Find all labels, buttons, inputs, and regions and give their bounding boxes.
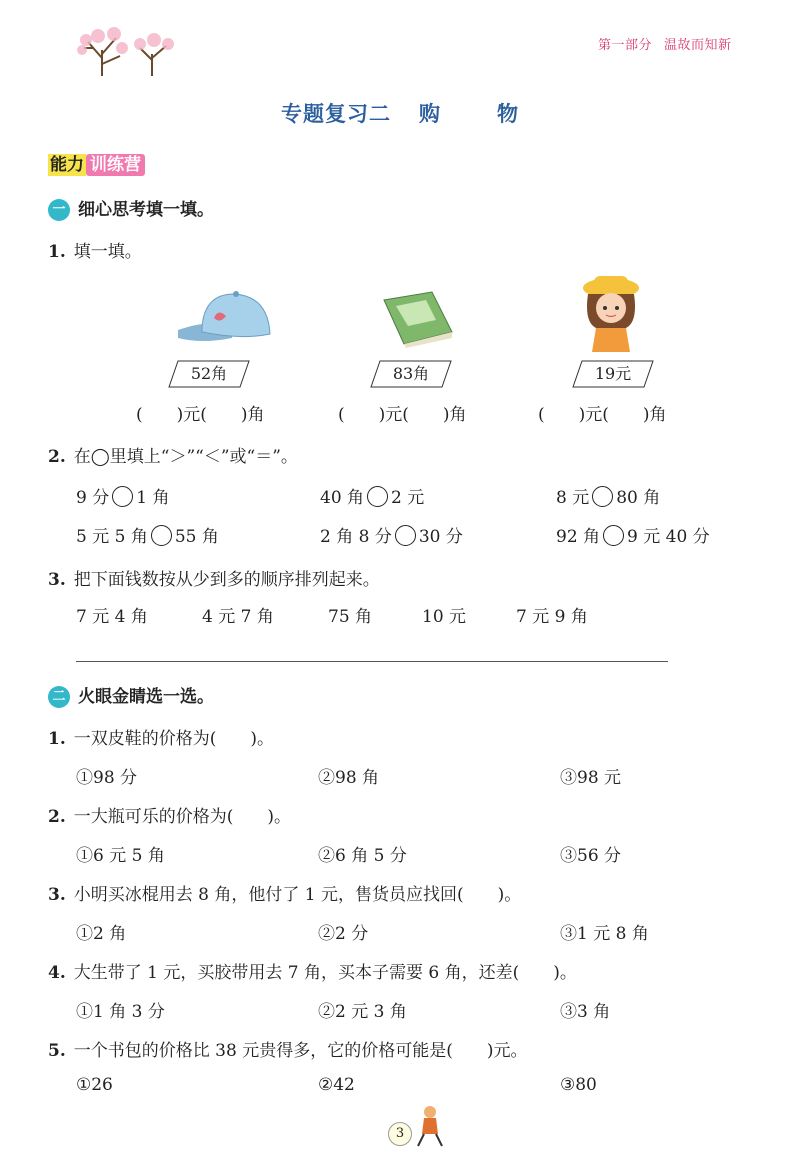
choice-option[interactable]: ③3 角 (560, 1002, 611, 1022)
choice-option[interactable]: ①1 角 3 分 (76, 1002, 165, 1022)
compare-item: 2 角 8 分 30 分 (320, 527, 463, 547)
question-2-text: 在◯里填上“＞”“＜”或“＝”。 (73, 447, 298, 467)
choice-option[interactable]: ②98 角 (318, 768, 380, 788)
choice-option[interactable]: ③98 元 (560, 768, 622, 788)
price-tag-book (370, 360, 452, 388)
compare-circle[interactable] (151, 525, 172, 546)
question-1-text: 填一填。 (73, 242, 142, 262)
compare-item: 92 角 9 元 40 分 (556, 527, 710, 547)
compare-item: 8 元 80 角 (556, 488, 661, 508)
running-kid-icon (412, 1104, 448, 1148)
section-1-number: 一 (48, 199, 70, 221)
price-tag-doll (572, 360, 654, 388)
price-tag-cap (168, 360, 250, 388)
choice-option[interactable]: ③80 (560, 1075, 597, 1095)
title-word1: 购 (419, 102, 441, 126)
choice-option[interactable]: ①26 (76, 1075, 113, 1095)
section-2-label: 火眼金睛选一选。 (78, 687, 214, 707)
badge-b: 训练营 (86, 154, 145, 176)
choice-option[interactable]: ②2 元 3 角 (318, 1002, 407, 1022)
question-3 (48, 565, 380, 590)
choice-option[interactable]: ①6 元 5 角 (76, 846, 165, 866)
answer-blank-book[interactable]: ( )元( )角 (338, 405, 467, 425)
choice-option[interactable]: ③56 分 (560, 846, 622, 866)
book-image (380, 290, 456, 348)
title-left: 专题复习二 (281, 102, 391, 126)
money-item: 7 元 9 角 (516, 607, 588, 627)
question-1 (48, 237, 142, 262)
price-cap: 52角 (190, 364, 228, 383)
header-section (598, 34, 744, 53)
choice-option[interactable]: ①98 分 (76, 768, 138, 788)
choice-question: 3. 小明买冰棍用去 8 角，他付了 1 元，售货员应找回( )。 (48, 885, 522, 905)
price-book: 83角 (392, 364, 430, 383)
title-word2: 物 (497, 102, 519, 126)
compare-item: 5 元 5 角 55 角 (76, 527, 219, 547)
choice-question: 2. 一大瓶可乐的价格为( )。 (48, 807, 292, 827)
badge-a: 能力 (50, 155, 84, 175)
choice-option[interactable]: ①2 角 (76, 924, 127, 944)
answer-blank-doll[interactable]: ( )元( )角 (538, 405, 667, 425)
compare-circle[interactable] (367, 486, 388, 507)
tree-illustration (70, 22, 180, 78)
compare-circle[interactable] (592, 486, 613, 507)
doll-image (578, 272, 644, 356)
money-item: 75 角 (328, 607, 373, 627)
page-number: 3 (388, 1122, 412, 1146)
choice-question: 1. 一双皮鞋的价格为( )。 (48, 729, 275, 749)
section-2-number: 二 (48, 686, 70, 708)
question-3-text: 把下面钱数按从少到多的顺序排列起来。 (73, 570, 380, 590)
question-2 (48, 442, 298, 467)
choice-option[interactable]: ②2 分 (318, 924, 369, 944)
question-2-number: 2. (48, 447, 66, 467)
question-3-number: 3. (48, 570, 66, 590)
compare-item: 40 角 2 元 (320, 488, 425, 508)
choice-option[interactable]: ②42 (318, 1075, 355, 1095)
price-doll: 19元 (594, 364, 632, 383)
money-item: 10 元 (422, 607, 467, 627)
page-title (0, 98, 800, 128)
section-2-heading (48, 682, 214, 708)
training-badge (48, 150, 145, 174)
header-section-label: 温故而知新 (664, 38, 732, 53)
choice-question: 5. 一个书包的价格比 38 元贵得多，它的价格可能是( )元。 (48, 1041, 528, 1061)
section-1-heading (48, 195, 214, 221)
choice-question: 4. 大生带了 1 元，买胶带用去 7 角，买本子需要 6 角，还差( )。 (48, 963, 577, 983)
header-part: 第一部分 (598, 38, 653, 53)
section-1-label: 细心思考填一填。 (78, 200, 214, 220)
compare-circle[interactable] (395, 525, 416, 546)
compare-item: 9 分 1 角 (76, 488, 170, 508)
compare-circle[interactable] (603, 525, 624, 546)
choice-option[interactable]: ③1 元 8 角 (560, 924, 649, 944)
answer-blank-cap[interactable]: ( )元( )角 (136, 405, 265, 425)
money-item: 7 元 4 角 (76, 607, 148, 627)
cap-image (172, 288, 278, 354)
answer-line[interactable] (76, 661, 668, 662)
money-item: 4 元 7 角 (202, 607, 274, 627)
choice-option[interactable]: ②6 角 5 分 (318, 846, 407, 866)
compare-circle[interactable] (112, 486, 133, 507)
question-1-number: 1. (48, 242, 66, 262)
